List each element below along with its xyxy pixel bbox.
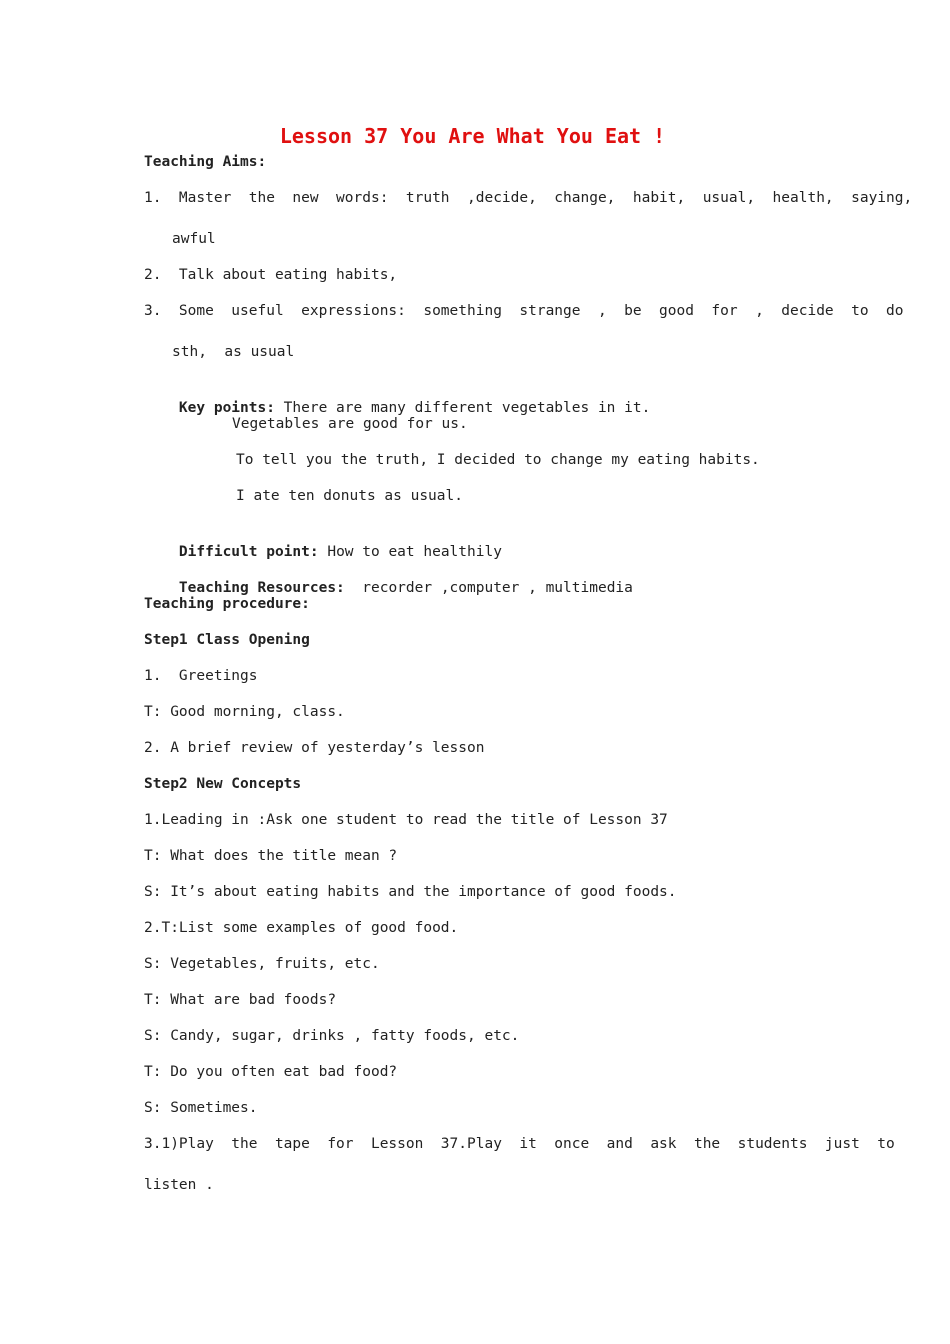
teaching-resources-label: Teaching Resources: <box>178 580 345 596</box>
aims-item-1-line-1: 1. Master the new words: truth ,decide, change, habit, usual, health, saying, <box>144 190 913 206</box>
play-tape-line-1: 3.1)Play the tape for Lesson 37.Play it once and ask the students just to <box>144 1136 895 1152</box>
aims-item-3-line-1: 3. Some useful expressions: something strange , be good for , decide to do <box>144 303 904 319</box>
aims-item-2: 2. Talk about eating habits, <box>144 267 398 283</box>
step2-line: 2.T:List some examples of good food. <box>144 920 459 936</box>
step2-heading: Step2 New Concepts <box>144 776 302 792</box>
difficult-point-text: How to eat healthily <box>318 544 502 560</box>
teaching-aims-heading: Teaching Aims: <box>144 154 267 170</box>
step1-line: T: Good morning, class. <box>144 704 345 720</box>
step2-line: S: Sometimes. <box>144 1100 258 1116</box>
step2-line: S: Candy, sugar, drinks , fatty foods, etc. <box>144 1028 520 1044</box>
key-points-line-4: I ate ten donuts as usual. <box>236 488 463 504</box>
step2-line: T: Do you often eat bad food? <box>144 1064 398 1080</box>
step2-line: T: What does the title mean ? <box>144 848 398 864</box>
aims-item-1-line-2: awful <box>172 231 216 247</box>
step1-line: 2. A brief review of yesterday’s lesson <box>144 740 485 756</box>
step1-line: 1. Greetings <box>144 668 258 684</box>
teaching-resources-text: recorder ,computer , multimedia <box>344 580 633 596</box>
key-points-label: Key points: <box>178 400 275 416</box>
key-points-text-1: There are many different vegetables in it. <box>274 400 651 416</box>
step2-line: S: Vegetables, fruits, etc. <box>144 956 380 972</box>
aims-item-3-line-2: sth, as usual <box>172 344 295 360</box>
step2-line: T: What are bad foods? <box>144 992 337 1008</box>
key-points-line-3: To tell you the truth, I decided to change my eating habits. <box>236 452 760 468</box>
step2-line: S: It’s about eating habits and the importance of good foods. <box>144 884 677 900</box>
play-tape-line-2: listen . <box>144 1177 214 1193</box>
difficult-point-label: Difficult point: <box>178 544 319 560</box>
teaching-procedure-heading: Teaching procedure: <box>144 596 310 612</box>
key-points-line-2: Vegetables are good for us. <box>232 416 468 432</box>
lesson-title: Lesson 37 You Are What You Eat ! <box>279 124 666 148</box>
step2-line: 1.Leading in :Ask one student to read the title of Lesson 37 <box>144 812 668 828</box>
step1-heading: Step1 Class Opening <box>144 632 310 648</box>
